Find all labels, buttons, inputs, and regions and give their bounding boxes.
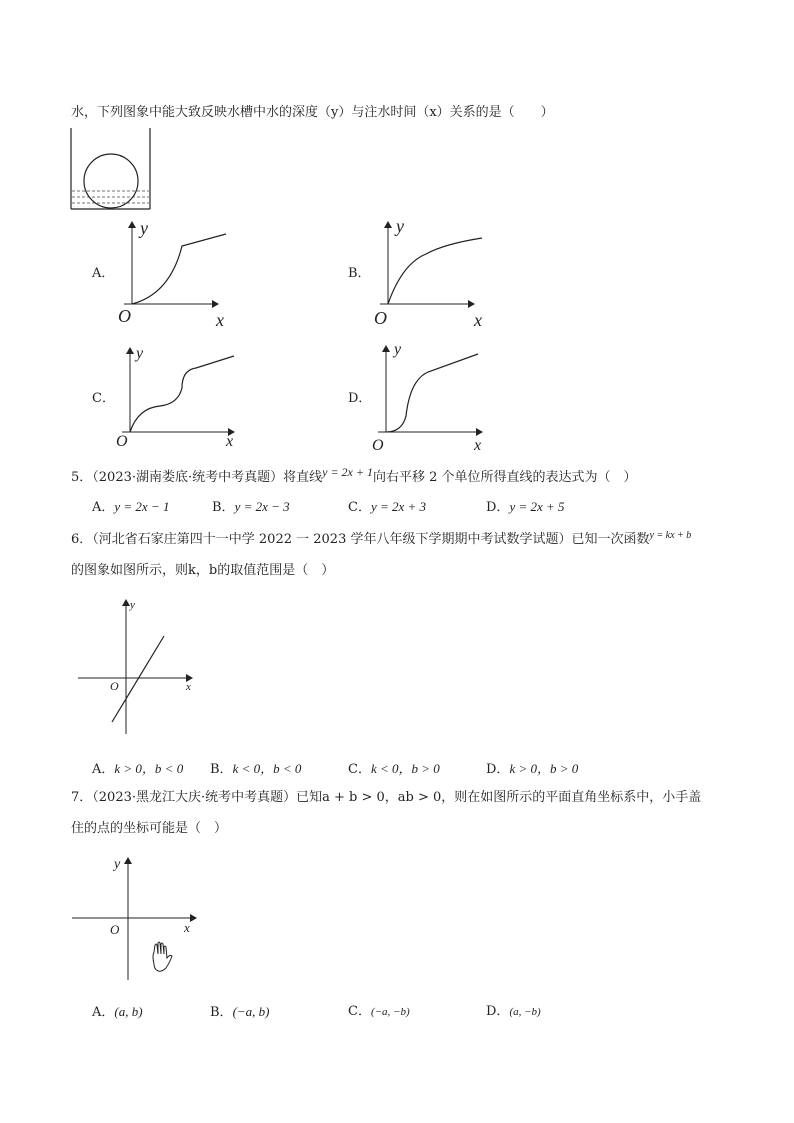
q6-option-d[interactable]: D．k > 0，b > 0 xyxy=(486,761,579,777)
q4-b-origin-label: O xyxy=(374,308,387,328)
q4-c-origin-label: O xyxy=(116,433,128,450)
q5-stem-pre: 5．（2023·湖南娄底·统考中考真题）将直线 xyxy=(71,470,323,485)
water-tank-figure xyxy=(70,128,160,210)
q5-stem-post: 向右平移 2 个单位所得直线的表达式为（ ） xyxy=(372,470,637,485)
q4-b-y-label: y xyxy=(396,216,404,236)
q4-option-a-graph[interactable] xyxy=(118,218,238,330)
q7-stem-line1: 7．（2023·黑龙江大庆·统考中考真题）已知a + b > 0，ab > 0，则在如图所示的平面直角坐标系中，小手盖 xyxy=(71,790,702,805)
q6-origin-label: O xyxy=(110,679,119,693)
q4-option-a-letter[interactable]: A． xyxy=(92,266,115,281)
hand-icon xyxy=(153,942,172,971)
q6-x-label: x xyxy=(186,681,191,693)
q4-a-y-label: y xyxy=(140,218,148,238)
q6-stem-formula: y = kx + b xyxy=(649,530,692,541)
q7-origin-label: O xyxy=(110,922,120,937)
q6-option-b[interactable]: B．k < 0，b < 0 xyxy=(210,761,302,777)
q6-linear-graph xyxy=(78,596,198,736)
q4-c-x-label: x xyxy=(226,433,234,450)
q5-option-d[interactable]: D．y = 2x + 5 xyxy=(486,499,565,515)
q6-option-a[interactable]: A．k > 0，b < 0 xyxy=(92,761,184,777)
q5-stem-formula: y = 2x + 1 xyxy=(322,465,373,479)
q7-y-label: y xyxy=(114,857,121,872)
q6-stem-line1: 6．（河北省石家庄第四十一中学 2022 一 2023 学年八年级下学期期中考试数学试题）已知一次函数$^{y = kx + b}$ xyxy=(71,530,692,547)
q4-a-origin-label: O xyxy=(118,306,131,326)
q5-stem xyxy=(71,465,637,487)
q4-option-d-letter[interactable]: D． xyxy=(348,391,372,406)
q4-option-c-graph[interactable] xyxy=(116,346,246,452)
q5-option-c[interactable]: C．y = 2x + 3 xyxy=(348,499,427,515)
q4-d-y-label: y xyxy=(394,341,402,358)
q4-c-y-label: y xyxy=(136,345,144,362)
q7-coordinate-graph xyxy=(70,852,210,984)
q6-option-c[interactable]: C．k < 0，b > 0 xyxy=(348,761,440,777)
q6-y-label: y xyxy=(130,599,135,611)
q4-d-origin-label: O xyxy=(372,437,384,454)
q7-stem-line2: 住的点的坐标可能是（ ） xyxy=(71,821,228,836)
q7-options xyxy=(92,1003,692,1021)
q4-a-x-label: x xyxy=(216,310,224,330)
q4-option-b-graph[interactable] xyxy=(374,218,494,330)
q4-d-x-label: x xyxy=(474,437,482,454)
q7-option-b[interactable]: B．(−a, b) xyxy=(210,1004,270,1020)
q6-stem-line2: 的图象如图所示，则k，b的取值范围是（ ） xyxy=(71,563,335,578)
q4-option-d-graph[interactable] xyxy=(372,342,492,454)
q7-x-label: x xyxy=(184,920,190,935)
q7-option-d[interactable]: D．(a, −b) xyxy=(486,1004,541,1019)
q5-option-a[interactable]: A．y = 2x − 1 xyxy=(92,499,170,515)
q4-option-c-letter[interactable]: C． xyxy=(92,391,115,406)
q4-stem: 水，下列图象中能大致反映水槽中水的深度（y）与注水时间（x）关系的是（ ） xyxy=(71,105,554,120)
q5-option-b[interactable]: B．y = 2x − 3 xyxy=(212,499,290,515)
q5-options xyxy=(92,498,692,516)
q7-option-c[interactable]: C．(−a, −b) xyxy=(348,1004,410,1019)
q7-option-a[interactable]: A．(a, b) xyxy=(92,1004,143,1020)
q6-options xyxy=(92,760,692,778)
q4-option-b-letter[interactable]: B． xyxy=(348,266,371,281)
q4-b-x-label: x xyxy=(474,310,482,330)
